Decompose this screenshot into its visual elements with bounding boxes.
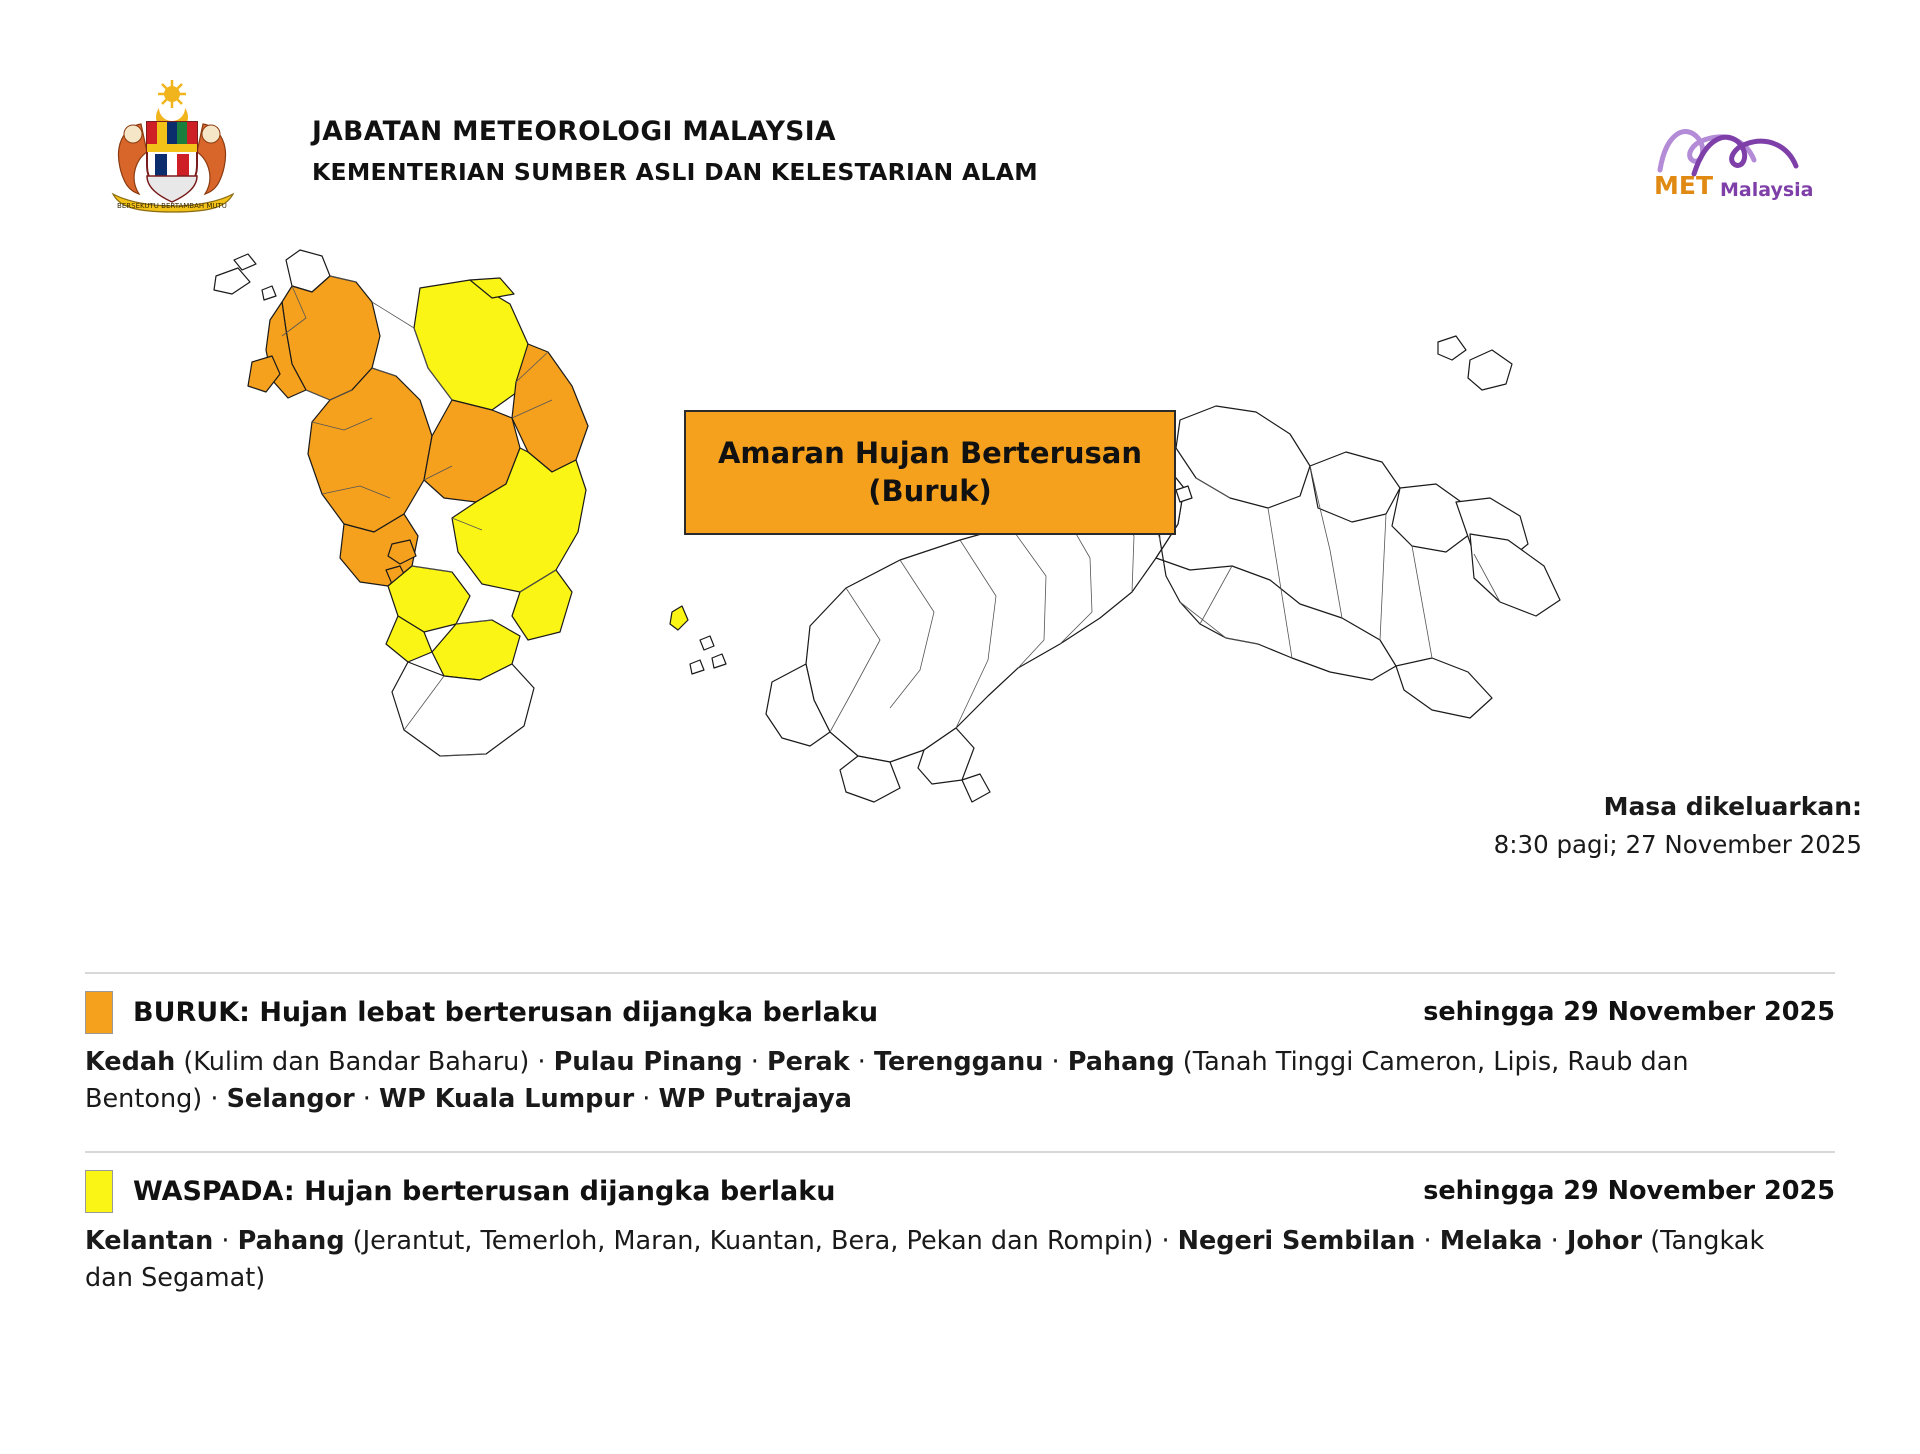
issued-label: Masa dikeluarkan: (1603, 792, 1862, 821)
header-titles (312, 116, 1412, 186)
bulletin-buruk-areas: Kedah (Kulim dan Bandar Baharu) · Pulau Pinang · Perak · Terengganu · Pahang (Tanah Tinggi Cameron, Lipis, Raub dan Bentong) · Selangor · WP Kuala Lumpur · WP Putrajaya (85, 1047, 1689, 1114)
svg-text:Malaysia: Malaysia (1720, 179, 1814, 200)
map-area (0, 240, 1920, 930)
metmalaysia-logo (1642, 108, 1862, 200)
bulletin-waspada-areas: Kelantan · Pahang (Jerantut, Temerloh, Maran, Kuantan, Bera, Pekan dan Rompin) · Negeri Sembilan · Melaka · Johor (Tangkak dan Segamat) (85, 1226, 1765, 1294)
bulletin-buruk-title: BURUK: Hujan lebat berterusan dijangka berlaku (133, 996, 879, 1028)
bulletin-waspada-head (85, 1169, 1835, 1213)
legend-swatch-waspada (85, 1170, 113, 1213)
svg-text:BERSEKUTU BERTAMBAH MUTU: BERSEKUTU BERTAMBAH MUTU (117, 202, 227, 210)
warning-title-line1: Amaran Hujan Berterusan (717, 436, 1143, 471)
bulletin-waspada (0, 1169, 1920, 1296)
bulletin-waspada-until: sehingga 29 November 2025 (1423, 1176, 1835, 1207)
bulletin-buruk-until: sehingga 29 November 2025 (1423, 997, 1835, 1027)
bulletin-buruk-head (85, 990, 1835, 1034)
warning-title-box (684, 410, 1176, 535)
bulletin-waspada-title: WASPADA: Hujan berterusan dijangka berlaku (133, 1175, 836, 1207)
bulletin-gap (0, 1117, 1920, 1151)
legend-swatch-buruk (85, 991, 113, 1034)
svg-text:MET: MET (1654, 171, 1714, 200)
ministry-name: KEMENTERIAN SUMBER ASLI DAN KELESTARIAN ALAM (312, 158, 1038, 186)
malaysia-coat-of-arms-icon (85, 78, 260, 218)
divider-waspada (85, 1151, 1835, 1153)
divider-buruk (85, 972, 1835, 974)
bulletin-list (0, 972, 1920, 1297)
issued-value: 8:30 pagi; 27 November 2025 (1493, 830, 1862, 859)
bulletin-buruk (0, 990, 1920, 1117)
warning-title-line2: (Buruk) (868, 473, 992, 508)
header (0, 0, 1920, 240)
issued-time (1222, 792, 1862, 859)
agency-name: JABATAN METEOROLOGI MALAYSIA (312, 116, 836, 147)
